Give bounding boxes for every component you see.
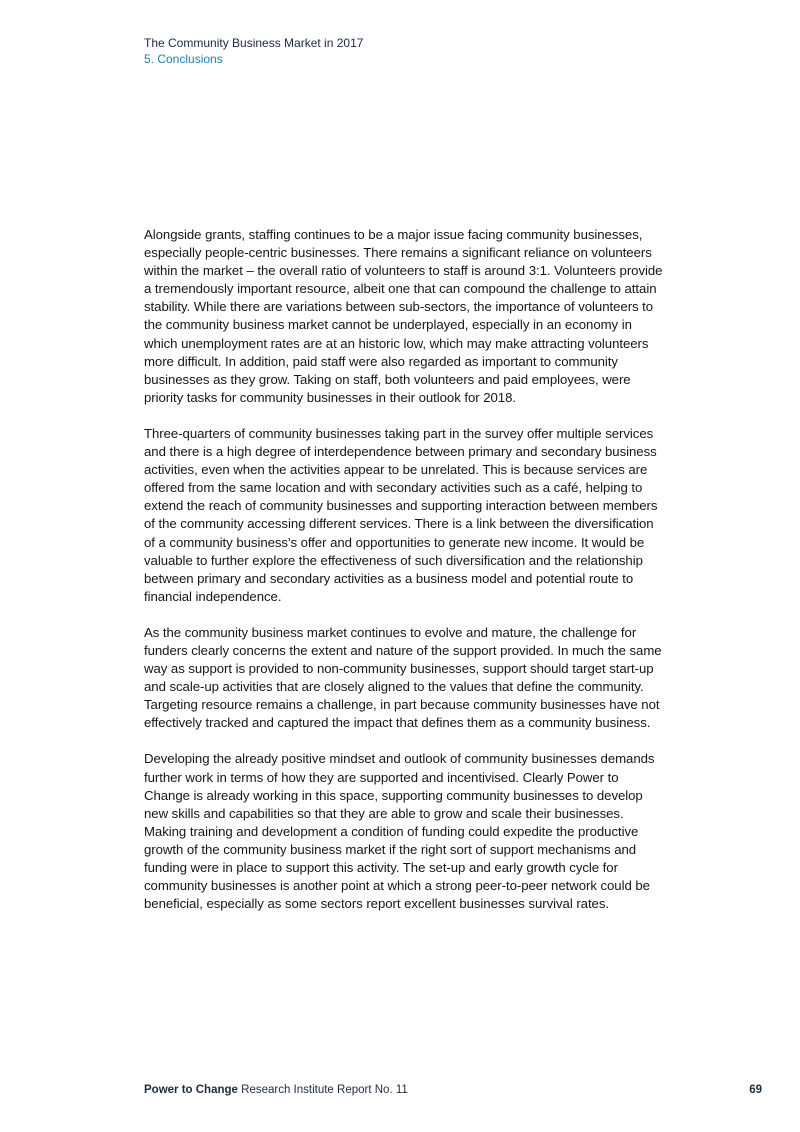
document-title: The Community Business Market in 2017 (144, 36, 364, 50)
paragraph-mindset-outlook: Developing the already positive mindset and outlook of community businesses demands further work in terms of how they are supported and incentivised. Clearly Power to Change is already working in this space, supporting community businesses to develop new skills and capabilities so that they are able to grow and scale their businesses. Making training and development a condition of funding could expedite the productive growth of the community business market if the right sort of support mechanisms and funding were in place to support this activity. The set-up and early growth cycle for community businesses is another point at which a strong peer-to-peer network could be beneficial, especially as some sectors report excellent businesses survival rates. (144, 751, 655, 912)
body-text (144, 226, 664, 931)
paragraph-funders-support: As the community business market continues to evolve and mature, the challenge for funders clearly concerns the extent and nature of the support provided. In much the same way as support is provided to non-community businesses, support should target start-up and scale-up activities that are closely aligned to the values that define the community. Targeting resource remains a challenge, in part because community businesses have not effectively tracked and captured the impact that defines them as a community business. (144, 624, 662, 731)
paragraph-staffing: Alongside grants, staffing continues to be a major issue facing community businesses, especially people-centric businesses. There remains a significant reliance on volunteers within the market – the overall ratio of volunteers to staff is around 3:1. Volunteers provide a tremendously important resource, albeit one that can compound the challenge to attain stability. While there are variations between sub-sectors, the importance of volunteers to the community business market cannot be underplayed, especially in an economy in which unemployment rates are at an historic low, which may make attracting volunteers more difficult. In addition, paid staff were also regarded as important to community businesses as they grow. Taking on staff, both volunteers and paid employees, were priority tasks for community businesses in their outlook for 2018. (144, 227, 663, 405)
paragraph-multiple-services: Three-quarters of community businesses taking part in the survey offer multiple services and there is a high degree of interdependence between primary and secondary business activities, even when the activities appear to be unrelated. This is because services are offered from the same location and with secondary activities such as a café, helping to extend the reach of community businesses and supporting interaction between members of the community accessing different services. There is a link between the diversification of a community business's offer and opportunities to generate new income. It would be valuable to further explore the effectiveness of such diversification and the relationship between primary and secondary activities as a business model and potential route to financial independence. (144, 425, 658, 604)
page-footer (144, 1083, 762, 1097)
running-header (144, 35, 363, 67)
footer-organization: Power to Change (144, 1084, 238, 1096)
footer-report-name: Research Institute Report No. 11 (237, 1084, 408, 1096)
page-number: 69 (749, 1084, 762, 1096)
section-title: 5. Conclusions (144, 52, 223, 66)
footer-report-label (144, 1083, 408, 1097)
